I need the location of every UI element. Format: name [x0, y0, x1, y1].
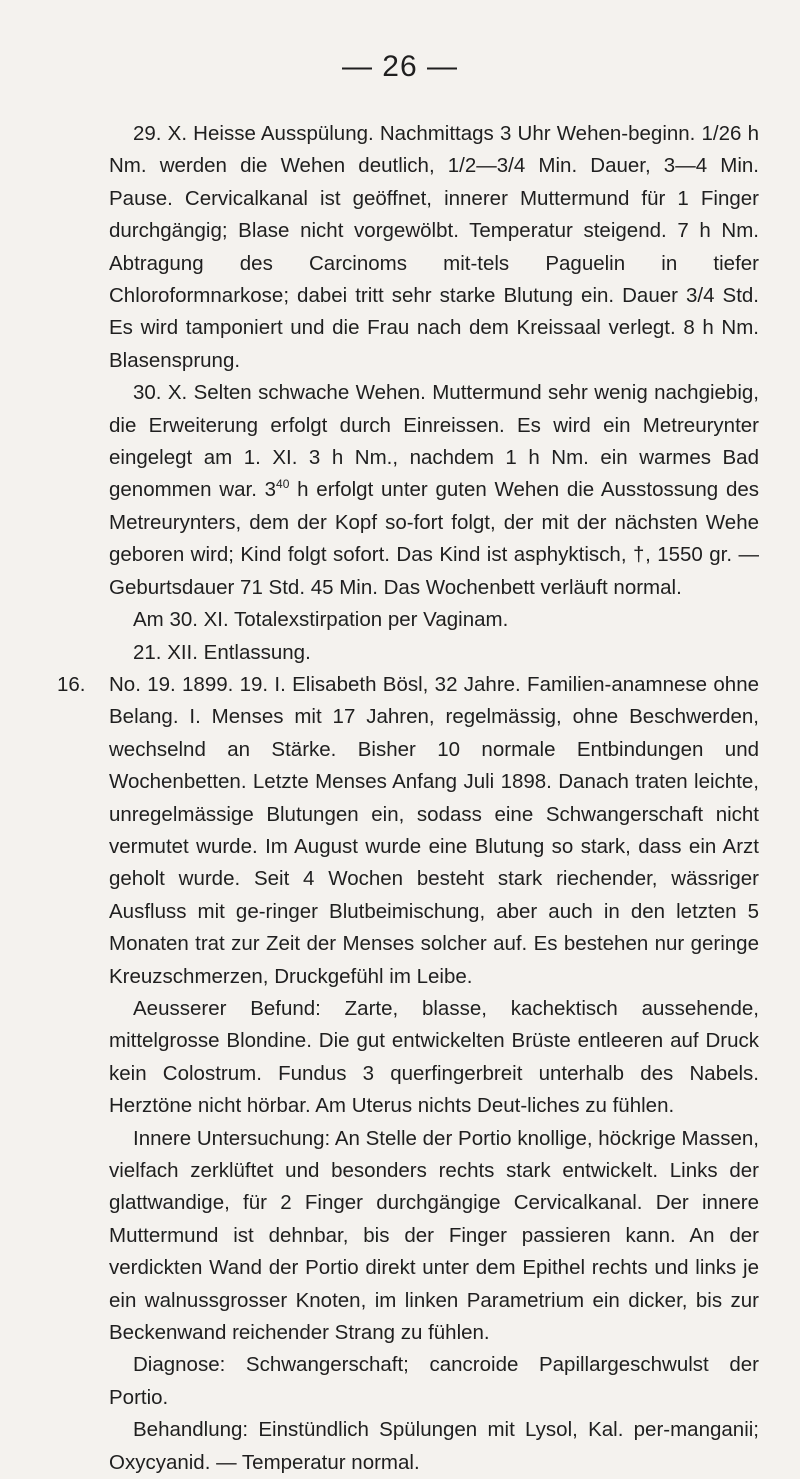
text-run: — [476, 154, 497, 178]
treatment: Behandlung: Einstündlich Spülungen mit Lysol, Kal. per-manganii; Oxycyanid. — Temperatur normal. [109, 1418, 759, 1474]
entry-29-x [109, 118, 759, 377]
fraction: 3/4 [496, 154, 526, 178]
text-run: h erfolgt unter guten Wehen die Ausstossung des Metreurynters, dem der Kopf so-fort folgt, der mit der nächsten Wehe geboren wird; Kind folgt sofort. Das Kind ist asphyktisch, †, 1550 gr. — Geburtsdauer 71 Std. 45 Min. Das Wochenbett verläuft normal. [109, 478, 759, 599]
text-run: Min. Dauer, 3—4 Min. Pause. Cervicalkanal ist geöffnet, innerer Muttermund für 1 Finger durchgängig; Blase nicht vorgewölbt. Temperatur steigend. 7 h Nm. Abtragung des Carcinoms mit-tels Paguelin in tiefer Chloroformnarkose; dabei tritt sehr starke Blutung ein. Dauer [109, 154, 759, 308]
text-run: Std. Es wird tamponiert und die Frau nach dem Kreissaal verlegt. 8 h Nm. Blasensprung. [109, 284, 759, 372]
external-findings: Aeusserer Befund: Zarte, blasse, kachektisch aussehende, mittelgrosse Blondine. Die gut entwickelten Brüste entleeren auf Druck kein Colostrum. Fundus 3 querfingerbreit unterhalb des Nabels. Herztöne nicht hörbar. Am Uterus nichts Deut-liches zu fühlen. [109, 996, 759, 1118]
page-number: — 26 — [341, 50, 459, 83]
case-number: 16. [57, 672, 86, 696]
fraction: 1/2 [447, 154, 477, 178]
text-run: 30. X. Selten schwache Wehen. Muttermund sehr wenig nachgiebig, die Erweiterung erfolgt durch Einreissen. Es wird ein Metreurynter eingelegt am 1. XI. 3 h Nm., nachdem 1 h Nm. ein warmes Bad genommen war. 3 [109, 381, 759, 502]
fraction: 3/4 [686, 284, 715, 308]
entry-30-x [109, 377, 759, 604]
case-16-anamnesis: No. 19. 1899. 19. I. Elisabeth Bösl, 32 Jahre. Familien-anamnese ohne Belang. I. Menses mit 17 Jahren, regelmässig, ohne Beschwerden, wechselnd an Stärke. Bisher 10 normale Entbindungen und Wochenbetten. Letzte Menses Anfang Juli 1898. Danach traten leichte, unregelmässige Blutungen ein, sodass eine Schwangerschaft nicht vermutet wurde. Im August wurde eine Blutung so stark, dass ein Arzt geholt wurde. Seit 4 Wochen besteht stark riechender, wässriger Ausfluss mit ge-ringer Blutbeimischung, aber auch in den letzten 5 Monaten trat zur Zeit der Menses solcher auf. Es bestehen nur geringe Kreuzschmerzen, Druckgefühl im Leibe. [109, 672, 759, 988]
body-text [57, 118, 759, 1479]
text-run: 6 h Nm. werden die Wehen deutlich, [109, 122, 759, 178]
entry-21-xii [109, 637, 759, 669]
text-run: 29. X. Heisse Ausspülung. Nachmittags 3 Uhr Wehen-beginn. [133, 122, 702, 145]
text-run: 21. XII. Entlassung. [133, 640, 311, 664]
superscript: 40 [276, 477, 290, 492]
fraction: 1/2 [701, 122, 731, 145]
internal-examination: Innere Untersuchung: An Stelle der Portio knollige, höckrige Massen, vielfach zerklüftet und besonders rechts stark entwickelt. Links der glattwandige, für 2 Finger durchgängige Cervicalkanal. Der innere Muttermund ist dehnbar, bis der Finger passieren kann. An der verdickten Wand der Portio direkt unter dem Epithel rechts und links je ein walnussgrosser Knoten, im linken Parametrium ein dicker, bis zur Beckenwand reichender Strang zu fühlen. [109, 1126, 759, 1345]
diagnosis: Diagnose: Schwangerschaft; cancroide Papillargeschwulst der Portio. [109, 1353, 759, 1409]
case-16 [57, 669, 759, 993]
text-run: Am 30. XI. Totalexstirpation per Vaginam. [133, 608, 509, 632]
entry-30-xi [109, 604, 759, 636]
